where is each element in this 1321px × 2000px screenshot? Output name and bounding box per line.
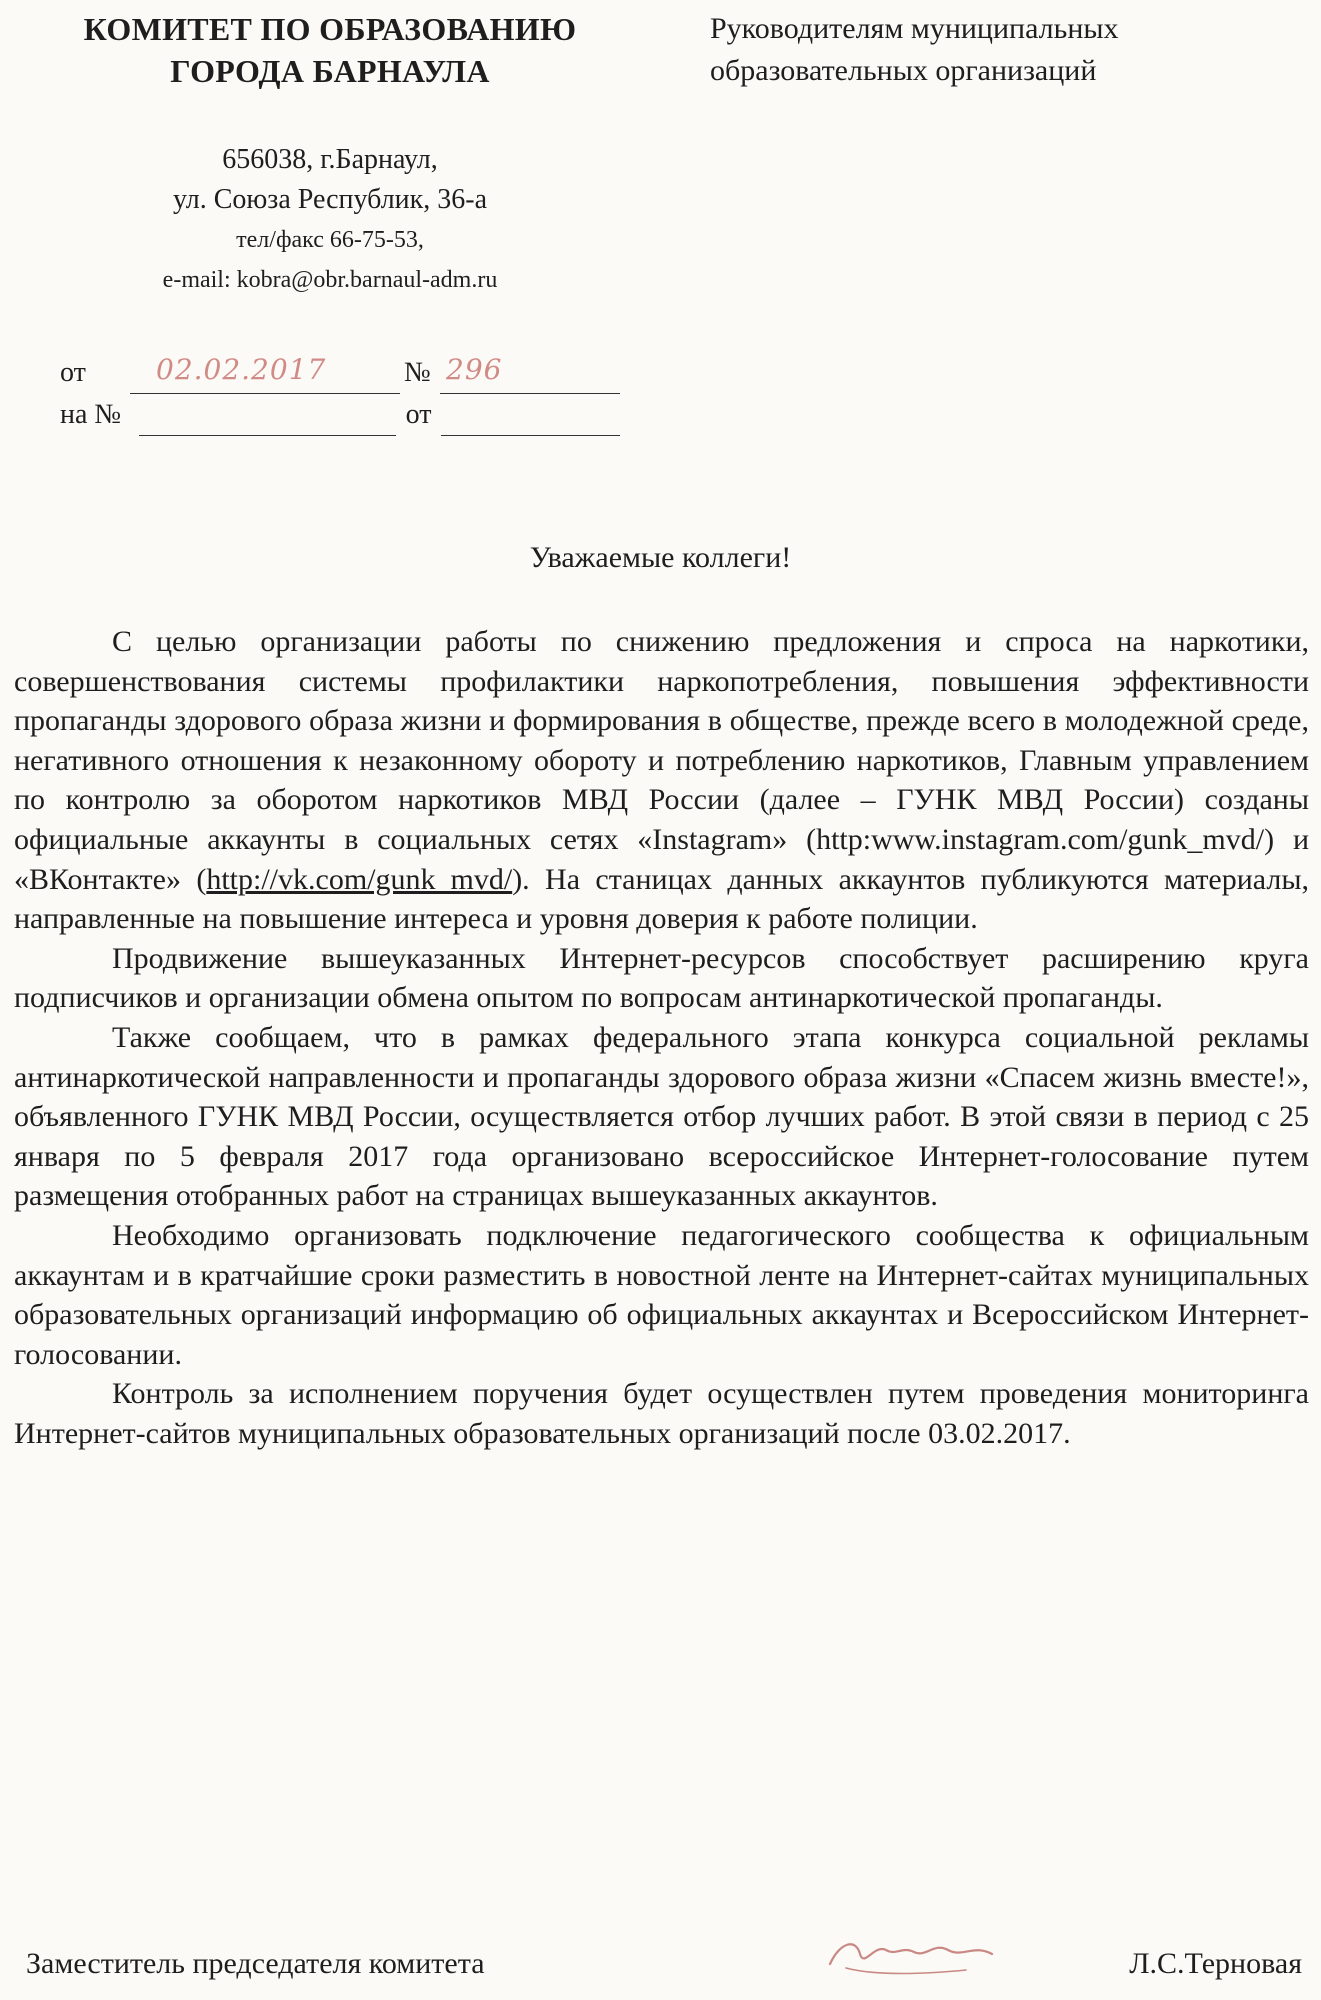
letter-body <box>14 620 1309 1453</box>
outgoing-row <box>60 352 620 394</box>
address-line-2: ул. Союза Республик, 36-а <box>172 184 488 215</box>
paragraph-5: Контроль за исполнением поручения будет осуществлен путем проведения мониторинга Интернет-сайтов муниципальных образовательных организаций после 03.02.2017. <box>14 1377 1309 1450</box>
paragraph-3: Также сообщаем, что в рамках федерального этапа конкурса социальной рекламы антинаркотической направленности и пропаганды здорового образа жизни «Спасем жизнь вместе!», объявленного ГУНК МВД России, осуществляется отбор лучших работ. В этой связи в период с 25 января по 5 февраля 2017 года организовано всероссийское Интернет-голосование путем размещения отобранных работ на страницах вышеуказанных аккаунтов. <box>14 1020 1309 1213</box>
reply-number-line <box>139 403 395 436</box>
reply-number-label: на № <box>60 399 122 430</box>
handwritten-date: 02.02.2017 <box>156 353 327 386</box>
recipient-line-2: образовательных организаций <box>710 54 1097 87</box>
from-label: от <box>60 357 86 388</box>
reply-from-label: от <box>405 399 432 430</box>
number-line <box>440 353 620 394</box>
signatory-position: Заместитель председателя комитета <box>26 1947 485 1980</box>
paragraph-1-end: ). На станицах данных аккаунтов публикуются материалы, направленные на повышение интереса и уровня доверия к работе полиции. <box>14 862 1310 936</box>
signature-block <box>26 1940 1316 1990</box>
greeting: Уважаемые коллеги! <box>529 541 792 574</box>
address-line-1: 656038, г.Барнаул, <box>222 144 438 175</box>
phone-fax: тел/факс 66-75-53, <box>236 227 424 253</box>
recipient <box>710 8 1310 92</box>
organization-name <box>20 8 640 92</box>
paragraph-1-text: С целью организации работы по снижению предложения и спроса на наркотики, совершенствования системы профилактики наркопотребления, повышения эффективности пропаганды здорового образа жизни и формирования в обществе, прежде всего в молодежной среде, негативного отношения к незаконному обороту и потреблению наркотиков, Главным управлением по контролю за оборотом наркотиков МВД России (далее – ГУНК МВД России) созданы официальные аккаунты в социальных сетях «Instagram» (http:www.instagram.com/gunk_mvd/) и «ВКонтакте» ( <box>14 625 1309 896</box>
handwritten-signature-icon <box>816 1924 1016 1988</box>
email: e-mail: kobra@obr.barnaul-adm.ru <box>162 267 498 293</box>
handwritten-number: 296 <box>446 353 503 386</box>
org-line-2: ГОРОДА БАРНАУЛА <box>170 53 490 89</box>
number-label: № <box>404 357 431 388</box>
reply-date-line <box>441 403 620 436</box>
paragraph-2: Продвижение вышеуказанных Интернет-ресурсов способствует расширению круга подписчиков и организации обмена опытом по вопросам антинаркотической пропаганды. <box>14 941 1309 1015</box>
paragraph-1 <box>14 622 1309 939</box>
date-line <box>130 353 400 394</box>
organization-address <box>60 140 600 300</box>
registration-fields <box>60 352 620 436</box>
org-line-1: КОМИТЕТ ПО ОБРАЗОВАНИЮ <box>83 11 577 47</box>
reply-row <box>60 394 620 436</box>
vk-link[interactable]: http://vk.com/gunk_mvd/ <box>206 862 513 896</box>
recipient-line-1: Руководителям муниципальных <box>710 12 1119 45</box>
paragraph-4: Необходимо организовать подключение педагогического сообщества к официальным аккаунтам и в кратчайшие сроки разместить в новостной ленте на Интернет-сайтах муниципальных образовательных организаций информацию об официальных аккаунтах и Всероссийском Интернет-голосовании. <box>14 1218 1309 1371</box>
signatory-name: Л.С.Терновая <box>1129 1947 1302 1980</box>
